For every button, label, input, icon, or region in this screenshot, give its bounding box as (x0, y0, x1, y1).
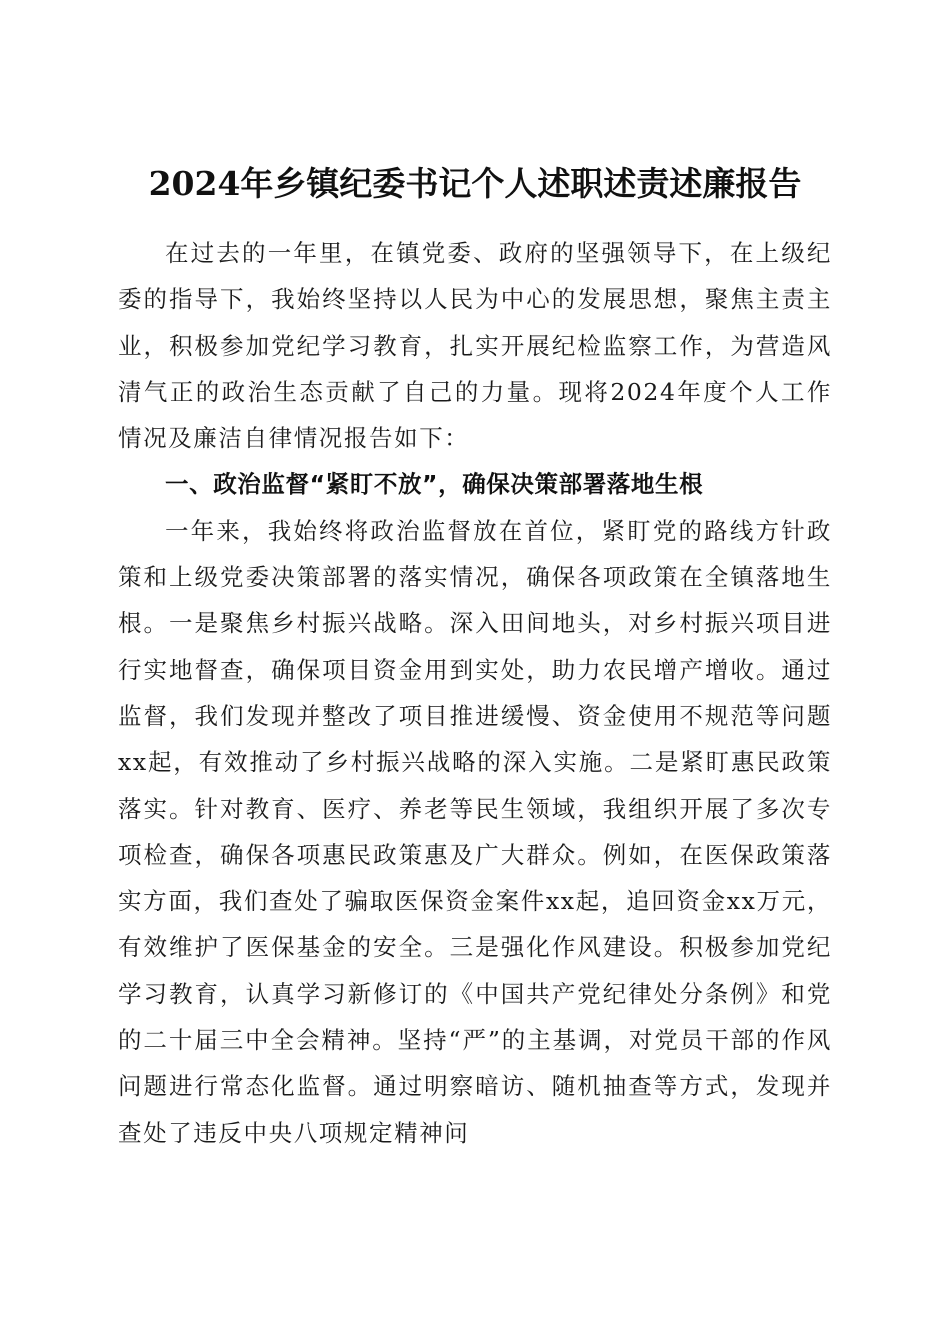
document-title: 2024年乡镇纪委书记个人述职述责述廉报告 (148, 164, 802, 204)
document-body (118, 230, 832, 1156)
section-paragraph: 一年来，我始终将政治监督放在首位，紧盯党的路线方针政策和上级党委决策部署的落实情况，确保各项政策在全镇落地生根。一是聚焦乡村振兴战略。深入田间地头，对乡村振兴项目进行实地督查，确保项目资金用到实处，助力农民增产增收。通过监督，我们发现并整改了项目推进缓慢、资金使用不规范等问题xx起，有效推动了乡村振兴战略的深入实施。二是紧盯惠民政策落实。针对教育、医疗、养老等民生领域，我组织开展了多次专项检查，确保各项惠民政策惠及广大群众。例如，在医保政策落实方面，我们查处了骗取医保资金案件xx起，追回资金xx万元，有效维护了医保基金的安全。三是强化作风建设。积极参加党纪学习教育，认真学习新修订的《中国共产党纪律处分条例》和党的二十届三中全会精神。坚持“严”的主基调，对党员干部的作风问题进行常态化监督。通过明察暗访、随机抽查等方式，发现并查处了违反中央八项规定精神问 (118, 516, 832, 1147)
intro-paragraph: 在过去的一年里，在镇党委、政府的坚强领导下，在上级纪委的指导下，我始终坚持以人民为中心的发展思想，聚焦主责主业，积极参加党纪学习教育，扎实开展纪检监察工作，为营造风清气正的政治生态贡献了自己的力量。现将2024年度个人工作情况及廉洁自律情况报告如下： (118, 239, 832, 453)
section-heading: 一、政治监督“紧盯不放”，确保决策部署落地生根 (165, 470, 704, 499)
